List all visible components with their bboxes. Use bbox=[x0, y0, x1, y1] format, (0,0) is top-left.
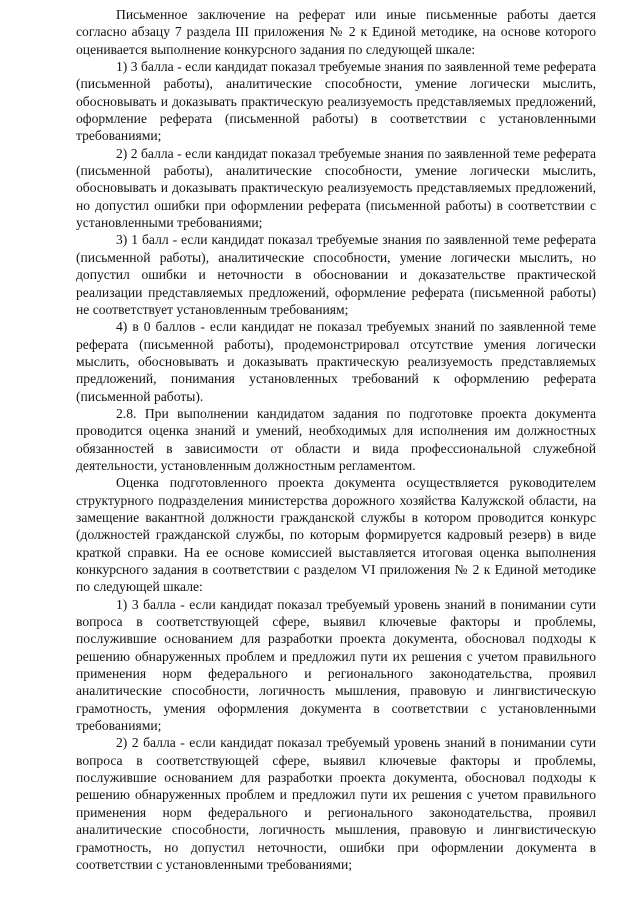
paragraph-section-2-8: 2.8. При выполнении кандидатом задания по подготовке проекта документа проводится оценка знаний и умений, необходимых для исполнения им должностных обязанностей в зависимости от области и вида профессиональной служебной деятельности, установленным должностным регламентом. bbox=[76, 405, 596, 473]
paragraph-essay-score-3: 1) 3 балла - если кандидат показал требуемые знания по заявленной теме реферата (письменной работы), аналитические способности, умение логически мыслить, обосновывать и доказывать практическую реализуемость представляемых предложений, оформление реферата (письменной работы) в соответствии с установленными требованиями; bbox=[76, 59, 596, 144]
paragraph-draft-evaluation: Оценка подготовленного проекта документа осуществляется руководителем структурного подразделения министерства дорожного хозяйства Калужской области, на замещение вакантной должности гражданской службы в котором проводится конкурс (должностей гражданской службы, по которым формируется кадровый резерв) в виде краткой справки. На ее основе комиссией выставляется итоговая оценка выполнения конкурсного задания в соответствии с разделом VI приложения № 2 к Единой методике по следующей шкале: bbox=[76, 475, 596, 595]
paragraph-essay-score-0: 4) в 0 баллов - если кандидат не показал требуемых знаний по заявленной теме реферата (письменной работы), продемонстрировал отсутствие умения логически мыслить, обосновывать и доказывать практическую реализуемость представляемых предложений, понимания установленных требований к оформлению реферата (письменной работы). bbox=[76, 319, 596, 404]
paragraph-draft-score-3: 1) 3 балла - если кандидат показал требуемый уровень знаний в понимании сути вопроса в соответствующей сфере, выявил ключевые факторы и проблемы, послужившие основанием для разработки проекта документа, обосновал подходы к решению обнаруженных проблем и предложил пути их решения с учетом правильного применения норм федерального и регионального законодательства, проявил аналитические способности, логичность мышления, правовую и лингвистическую грамотность, умения оформления документа в соответствии с установленными требованиями; bbox=[76, 596, 596, 734]
document-page bbox=[76, 6, 596, 873]
paragraph-draft-score-2: 2) 2 балла - если кандидат показал требуемый уровень знаний в понимании сути вопроса в соответствующей сфере, выявил ключевые факторы и проблемы, послужившие основанием для разработки проекта документа, обосновал подходы к решению обнаруженных проблем и предложил пути их решения с учетом правильного применения норм федерального и регионального законодательства, проявил аналитические способности, логичность мышления, правовую и лингвистическую грамотность, но допустил неточности, ошибки при оформлении документа в соответствии с установленными требованиями; bbox=[76, 735, 596, 872]
paragraph-essay-score-1: 3) 1 балл - если кандидат показал требуемые знания по заявленной теме реферата (письменной работы), аналитические способности, умение логически мыслить, но допустил ошибки и неточности в обосновании и доказательстве практической реализации представляемых предложений, оформление реферата (письменной работы) не соответствует установленным требованиям; bbox=[76, 232, 596, 317]
paragraph-written-conclusion: Письменное заключение на реферат или иные письменные работы дается согласно абзацу 7 раздела III приложения № 2 к Единой методике, на основе которого оценивается выполнение конкурсного задания по следующей шкале: bbox=[76, 7, 596, 57]
paragraph-essay-score-2: 2) 2 балла - если кандидат показал требуемые знания по заявленной теме реферата (письменной работы), аналитические способности, умение логически мыслить, обосновывать и доказывать практическую реализуемость представляемых предложений, но допустил ошибки при оформлении реферата (письменной работы) в соответствии с установленными требованиями; bbox=[76, 145, 596, 231]
